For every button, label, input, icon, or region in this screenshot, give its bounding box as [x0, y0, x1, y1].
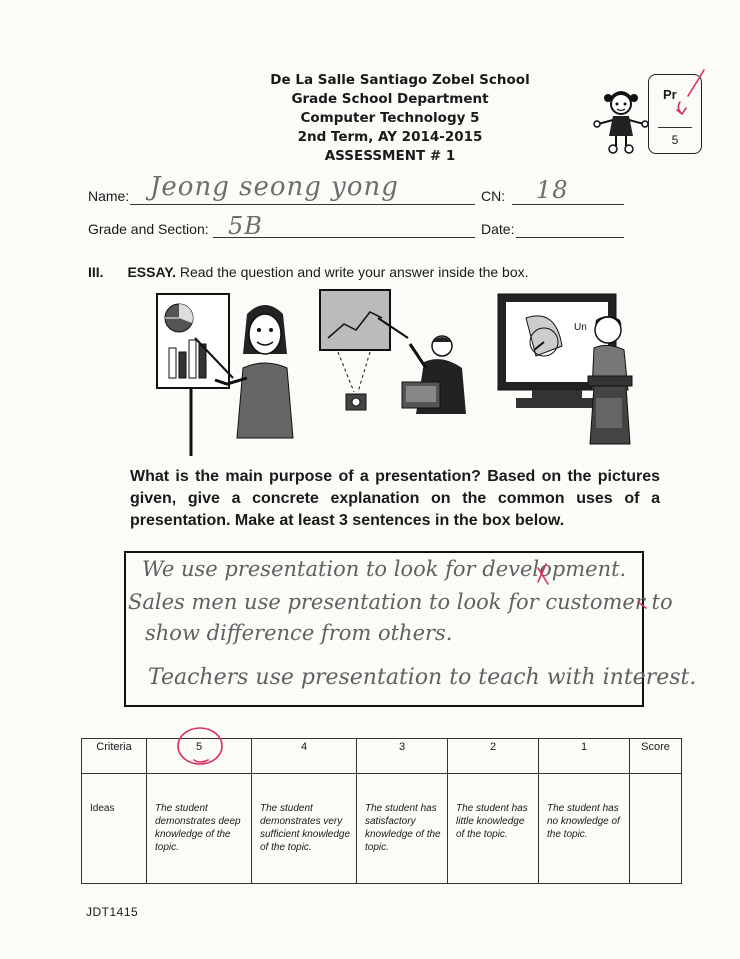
- header-criteria: Criteria: [82, 739, 147, 774]
- rubric-cell-3: The student has satisfactory knowledge of the topic.: [357, 774, 448, 884]
- term: 2nd Term, AY 2014-2015: [297, 129, 483, 145]
- score-divider: [658, 127, 692, 128]
- cn-label: CN:: [481, 188, 506, 204]
- assessment-title: ASSESSMENT # 1: [324, 148, 456, 164]
- header-1: 1: [539, 739, 630, 774]
- header-5: 5: [147, 739, 252, 774]
- rubric-score-cell[interactable]: [630, 774, 682, 884]
- girl-mascot-icon: [592, 86, 650, 156]
- monitor-illustration: [496, 290, 646, 450]
- red-check-mark: [660, 66, 710, 126]
- header-3: 3: [357, 739, 448, 774]
- date-line: [516, 237, 624, 238]
- header-4: 4: [252, 739, 357, 774]
- subject: Computer Technology 5: [300, 110, 480, 126]
- section-numeral: III.: [88, 264, 104, 280]
- table-row: [82, 774, 682, 884]
- section-heading: [88, 264, 529, 280]
- rubric-cell-4: The student demonstrates very sufficient knowledge of the topic.: [252, 774, 357, 884]
- name-field[interactable]: Jeong seong yong: [150, 172, 399, 202]
- document-code: JDT1415: [86, 905, 139, 919]
- department: Grade School Department: [291, 91, 489, 107]
- header-score: Score: [630, 739, 682, 774]
- pie-chart-illustration: [155, 288, 305, 458]
- svg-text:Un: Un: [574, 322, 587, 333]
- rubric-cell-1: The student has no knowledge of the topic.: [539, 774, 630, 884]
- cn-line: [512, 204, 624, 205]
- header-2: 2: [448, 739, 539, 774]
- name-line: [130, 204, 475, 205]
- section-instruction: Read the question and write your answer inside the box.: [179, 264, 529, 280]
- section-title: ESSAY.: [127, 264, 176, 280]
- score-mark: Pr: [663, 87, 677, 102]
- rubric-cell-2: The student has little knowledge of the topic.: [448, 774, 539, 884]
- school-name: De La Salle Santiago Zobel School: [270, 72, 530, 88]
- answer-line-4: Teachers use presentation to teach with interest.: [148, 665, 697, 690]
- grade-label: Grade and Section:: [88, 221, 209, 237]
- essay-question: What is the main purpose of a presentation? Based on the pictures given, give a concrete explanation on the common uses of a presentation. Make at least 3 sentences in the box below.: [130, 468, 660, 529]
- name-label: Name:: [88, 188, 130, 204]
- cn-field[interactable]: 18: [536, 176, 569, 204]
- criteria-ideas: Ideas: [82, 774, 147, 884]
- answer-line-3: show difference from others.: [145, 621, 453, 645]
- projector-illustration: [318, 288, 478, 448]
- answer-line-2: Sales men use presentation to look for customer to: [128, 590, 673, 614]
- date-label: Date:: [481, 221, 515, 237]
- red-circle-mark: [172, 722, 232, 768]
- red-correction-marks: [380, 556, 680, 646]
- rubric-cell-5: The student demonstrates deep knowledge of the topic.: [147, 774, 252, 884]
- answer-line-1: We use presentation to look for development.: [142, 557, 627, 581]
- score-total: 5: [671, 133, 679, 147]
- grade-field[interactable]: 5B: [228, 212, 263, 240]
